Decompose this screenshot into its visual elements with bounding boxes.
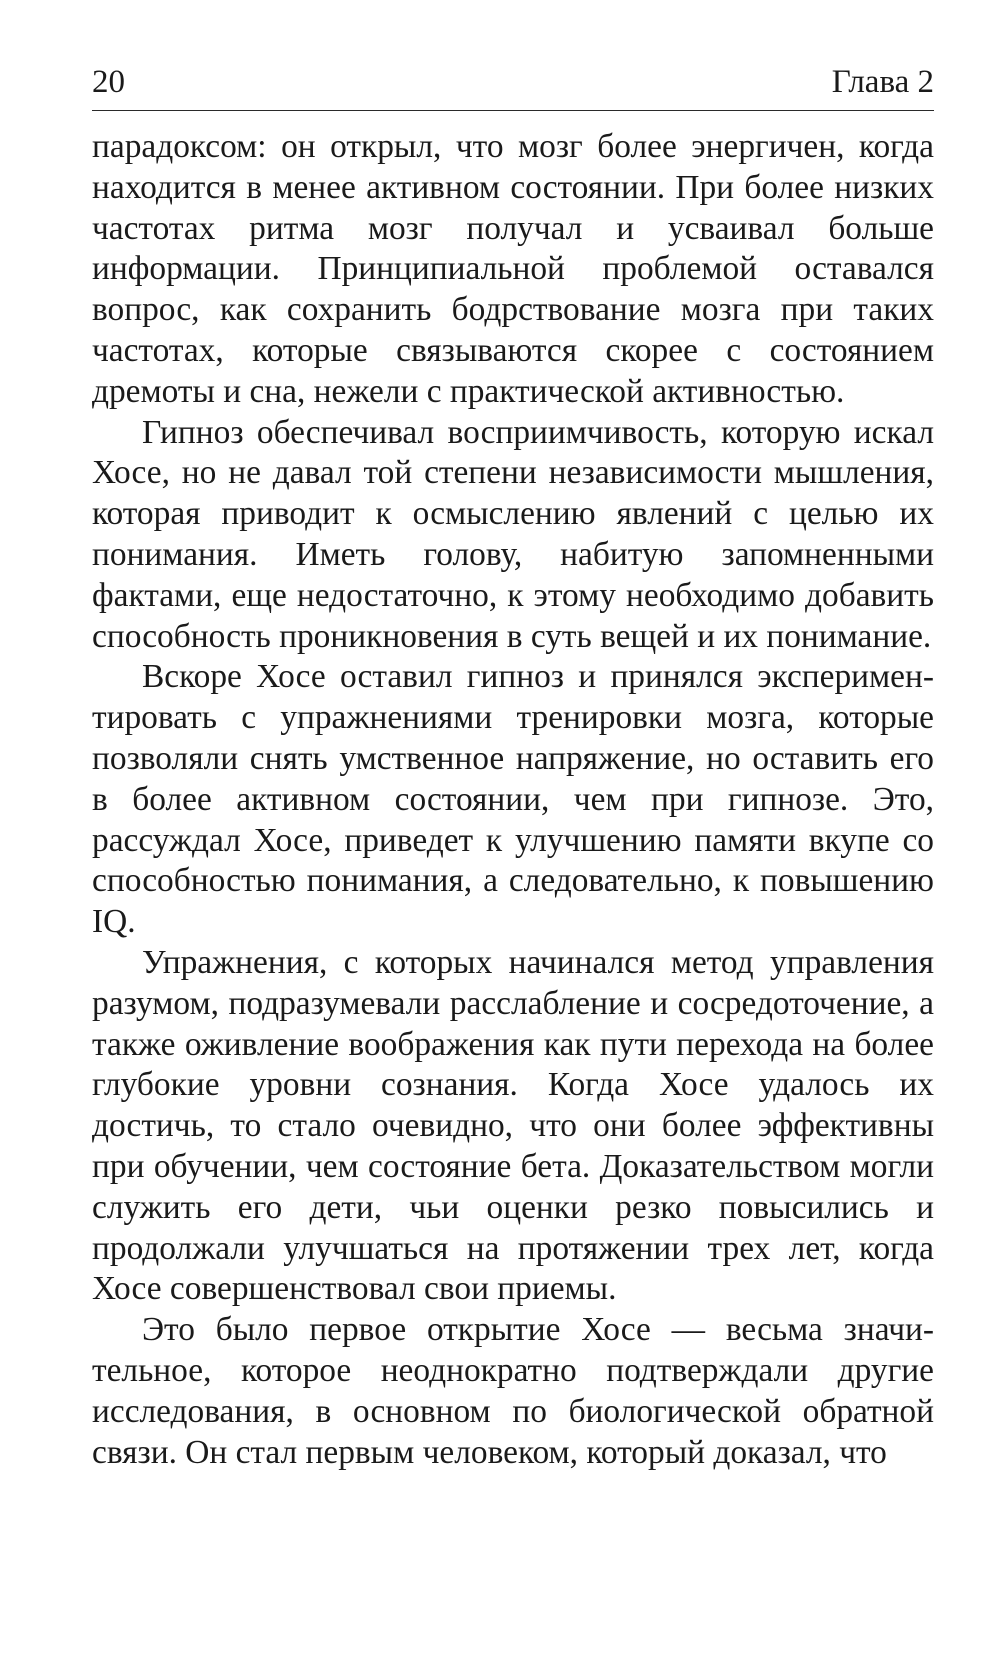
paragraph: Это было первое открытие Хосе — весьма значительное, которое неоднократно подтверждали другие исследования, в основном по биологической обратной связи. Он стал первым человеком, который доказал, что (92, 1311, 934, 1471)
book-page (92, 62, 934, 1473)
paragraph: Упражнения, с которых начинался метод управления разумом, подразумевали расслабление и сосредоточение, а также оживление воображения как пути перехода на более глубокие уровни сознания. Когда Хосе удалось их достичь, то стало очевидно, что они более эффективны при обучении, чем состояние бета. Доказательством могли служить его дети, чьи оценки резко повысились и продолжали улучшаться на протяжении трех лет, когда Хосе совершенствовал свои приемы. (92, 943, 934, 1308)
paragraph: Вскоре Хосе оставил гипноз и принялся экспериментировать с упражнениями тренировки мозга, которые позволяли снять умственное напряжение, но оставить его в более активном состоянии, чем при гипнозе. Это, рассуждал Хосе, приведет к улучшению памяти вкупе со способностью понимания, а следовательно, к повышению IQ. (92, 658, 934, 941)
page-number: 20 (92, 64, 125, 100)
chapter-title: Глава 2 (831, 64, 934, 100)
paragraph: парадоксом: он открыл, что мозг более энергичен, когда находится в менее активном состоянии. При более низких частотах ритма мозг получал и усваивал больше информации. Принципиальной проблемой оставался вопрос, как сохранить бодрствование мозга при таких частотах, которые связываются скорее с состоянием дремоты и сна, нежели с практической активностью. (92, 128, 934, 410)
running-head (92, 62, 934, 111)
body-text (92, 127, 934, 1473)
paragraph: Гипноз обеспечивал восприимчивость, которую искал Хосе, но не давал той степени независимости мышления, которая приводит к осмыслению явлений с целью их понимания. Иметь голову, набитую запомненными фактами, еще недостаточно, к этому необходимо добавить способность проникновения в суть вещей и их понимание. (92, 413, 934, 655)
